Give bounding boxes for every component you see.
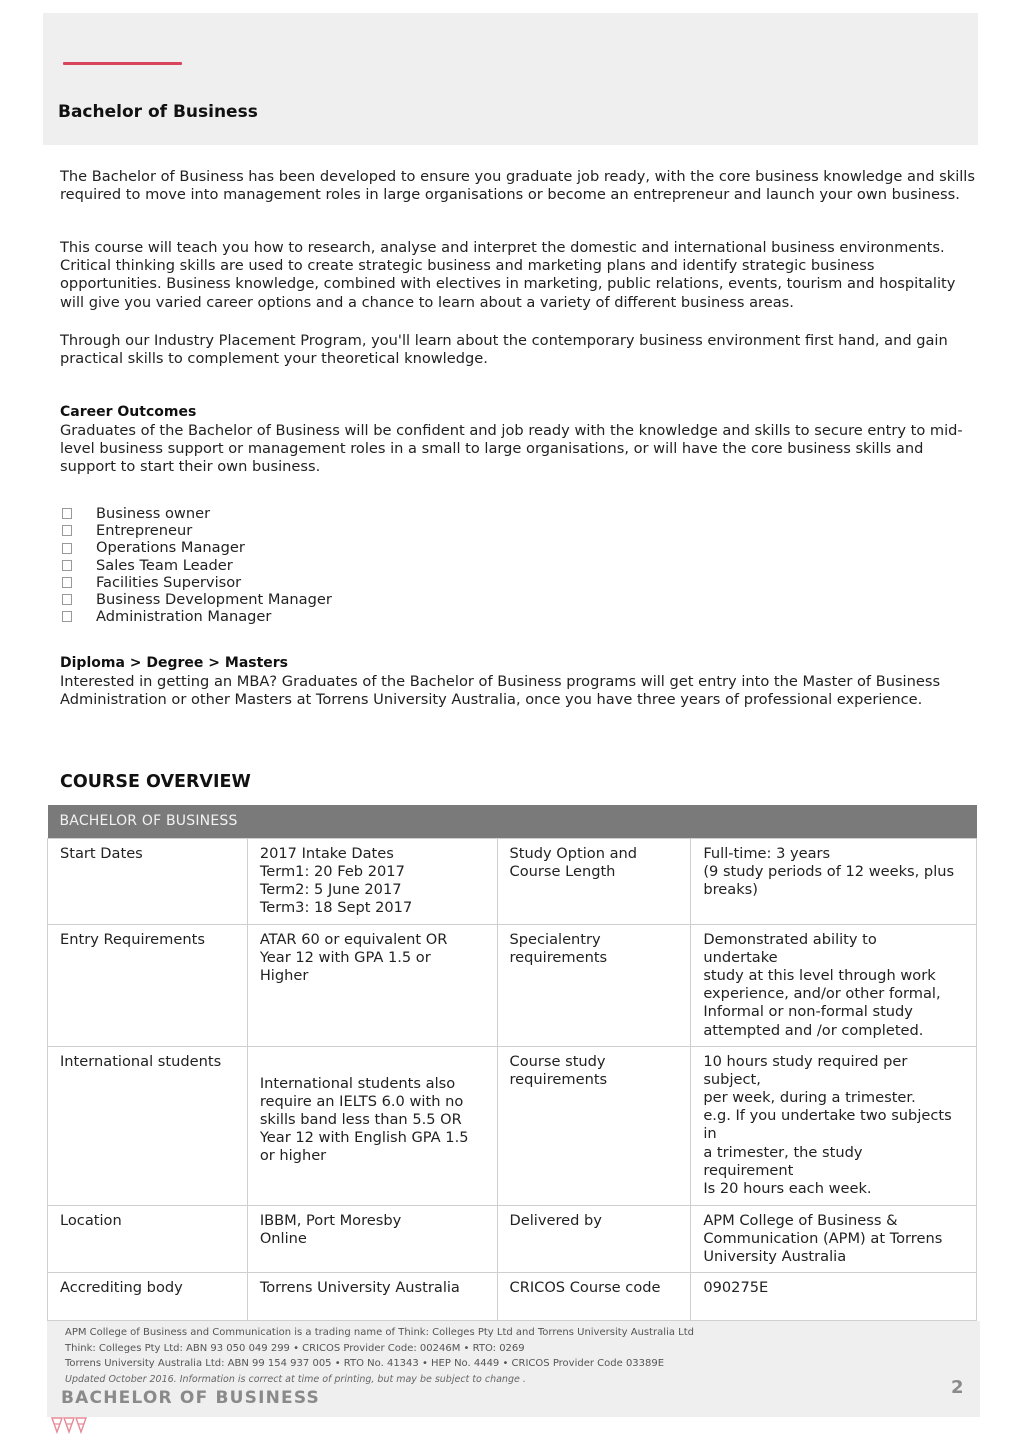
- bullet-box-icon: [62, 611, 72, 622]
- table-row: [48, 1272, 977, 1320]
- international-students-value: International students also require an IELTS 6.0 with no skills band less than 5.5 OR Year 12 with English GPA 1.5 or higher: [247, 1046, 497, 1205]
- international-students-label: International students: [48, 1046, 248, 1205]
- intro-paragraph-1: The Bachelor of Business has been developed to ensure you graduate job ready, with the core business knowledge and skills required to move into management roles in large organisations or become an entrepreneur and launch your own business.: [60, 168, 975, 204]
- course-overview-heading: COURSE OVERVIEW: [60, 772, 251, 792]
- start-dates-value: 2017 Intake Dates Term1: 20 Feb 2017 Term2: 5 June 2017 Term3: 18 Sept 2017: [247, 838, 497, 924]
- bullet-box-icon: [62, 525, 72, 536]
- list-item: Business owner: [62, 505, 332, 522]
- bullet-box-icon: [62, 508, 72, 519]
- list-item: Facilities Supervisor: [62, 574, 332, 591]
- career-roles-list: [62, 505, 332, 625]
- accrediting-body-label: Accrediting body: [48, 1272, 248, 1320]
- header-band: [43, 13, 978, 145]
- intro-paragraph-3: Through our Industry Placement Program, you'll learn about the contemporary business environment first hand, and gain practical skills to complement your theoretical knowledge.: [60, 332, 948, 368]
- footer-line-2: Think: Colleges Pty Ltd: ABN 93 050 049 299 • CRICOS Provider Code: 00246M • RTO: 0269: [65, 1342, 525, 1354]
- bullet-box-icon: [62, 543, 72, 554]
- table-row: [48, 924, 977, 1046]
- course-study-value: 10 hours study required per subject, per week, during a trimester. e.g. If you undertake two subjects in a trimester, the study requirement Is 20 hours each week.: [691, 1046, 977, 1205]
- study-option-label: Study Option and Course Length: [497, 838, 691, 924]
- accrediting-body-value: Torrens University Australia: [247, 1272, 497, 1320]
- list-item: Administration Manager: [62, 608, 332, 625]
- bullet-box-icon: [62, 594, 72, 605]
- footer-line-3: Torrens University Australia Ltd: ABN 99 154 937 005 • RTO No. 41343 • HEP No. 4449 • CRICOS Provider Code 03389E: [65, 1358, 665, 1369]
- intro-paragraph-2: This course will teach you how to research, analyse and interpret the domestic and international business environments. Critical thinking skills are used to create strategic business and marketing plans and identify strategic business opportunities. Business knowledge, combined with electives in marketing, public relations, events, tourism and hospitality will give you varied career options and a chance to learn about a variety of different business areas.: [60, 239, 956, 311]
- pathway-text: Interested in getting an MBA? Graduates of the Bachelor of Business programs will get entry into the Master of Business Administration or other Masters at Torrens University Australia, once you have three years of professional experience.: [60, 673, 941, 709]
- entry-requirements-label: Entry Requirements: [48, 924, 248, 1046]
- bullet-box-icon: [62, 560, 72, 571]
- table-row: [48, 1046, 977, 1205]
- page-title: Bachelor of Business: [58, 102, 258, 122]
- footer-line-4: Updated October 2016. Information is correct at time of printing, but may be subject to change .: [65, 1373, 526, 1385]
- course-overview-table: [47, 805, 977, 1321]
- location-label: Location: [48, 1205, 248, 1272]
- table-row: [48, 838, 977, 924]
- cricos-code-value: 090275E: [691, 1272, 977, 1320]
- list-item: Business Development Manager: [62, 591, 332, 608]
- location-value: IBBM, Port Moresby Online: [247, 1205, 497, 1272]
- entry-requirements-value: ATAR 60 or equivalent OR Year 12 with GPA 1.5 or Higher: [247, 924, 497, 1046]
- special-entry-value: Demonstrated ability to undertake study at this level through work experience, and/or other formal, Informal or non-formal study attempted and /or completed.: [691, 924, 977, 1046]
- pathway-heading: Diploma > Degree > Masters: [60, 655, 289, 671]
- list-item: Operations Manager: [62, 539, 332, 556]
- bullet-box-icon: [62, 577, 72, 588]
- delivered-by-value: APM College of Business & Communication (APM) at Torrens University Australia: [691, 1205, 977, 1272]
- apm-logo-icon: [50, 1414, 92, 1436]
- accent-rule: [63, 62, 182, 65]
- special-entry-label: Specialentry requirements: [497, 924, 691, 1046]
- cricos-code-label: CRICOS Course code: [497, 1272, 691, 1320]
- footer-brand: BACHELOR OF BUSINESS: [61, 1388, 320, 1408]
- career-outcomes-text: Graduates of the Bachelor of Business will be confident and job ready with the knowledge and skills to secure entry to mid-level business support or management roles in a small to large organisations, or will have the core business skills and support to start their own business.: [60, 422, 963, 476]
- table-header: BACHELOR OF BUSINESS: [48, 805, 977, 838]
- list-item: Sales Team Leader: [62, 557, 332, 574]
- table-row: [48, 1205, 977, 1272]
- course-study-label: Course study requirements: [497, 1046, 691, 1205]
- footer-line-1: APM College of Business and Communication is a trading name of Think: Colleges Pty Ltd and Torrens University Australia Ltd: [65, 1327, 694, 1338]
- page-number: 2: [951, 1377, 964, 1398]
- start-dates-label: Start Dates: [48, 838, 248, 924]
- list-item: Entrepreneur: [62, 522, 332, 539]
- study-option-value: Full-time: 3 years (9 study periods of 12 weeks, plus breaks): [691, 838, 977, 924]
- delivered-by-label: Delivered by: [497, 1205, 691, 1272]
- career-outcomes-heading: Career Outcomes: [60, 404, 197, 420]
- footer-legal: [65, 1325, 694, 1387]
